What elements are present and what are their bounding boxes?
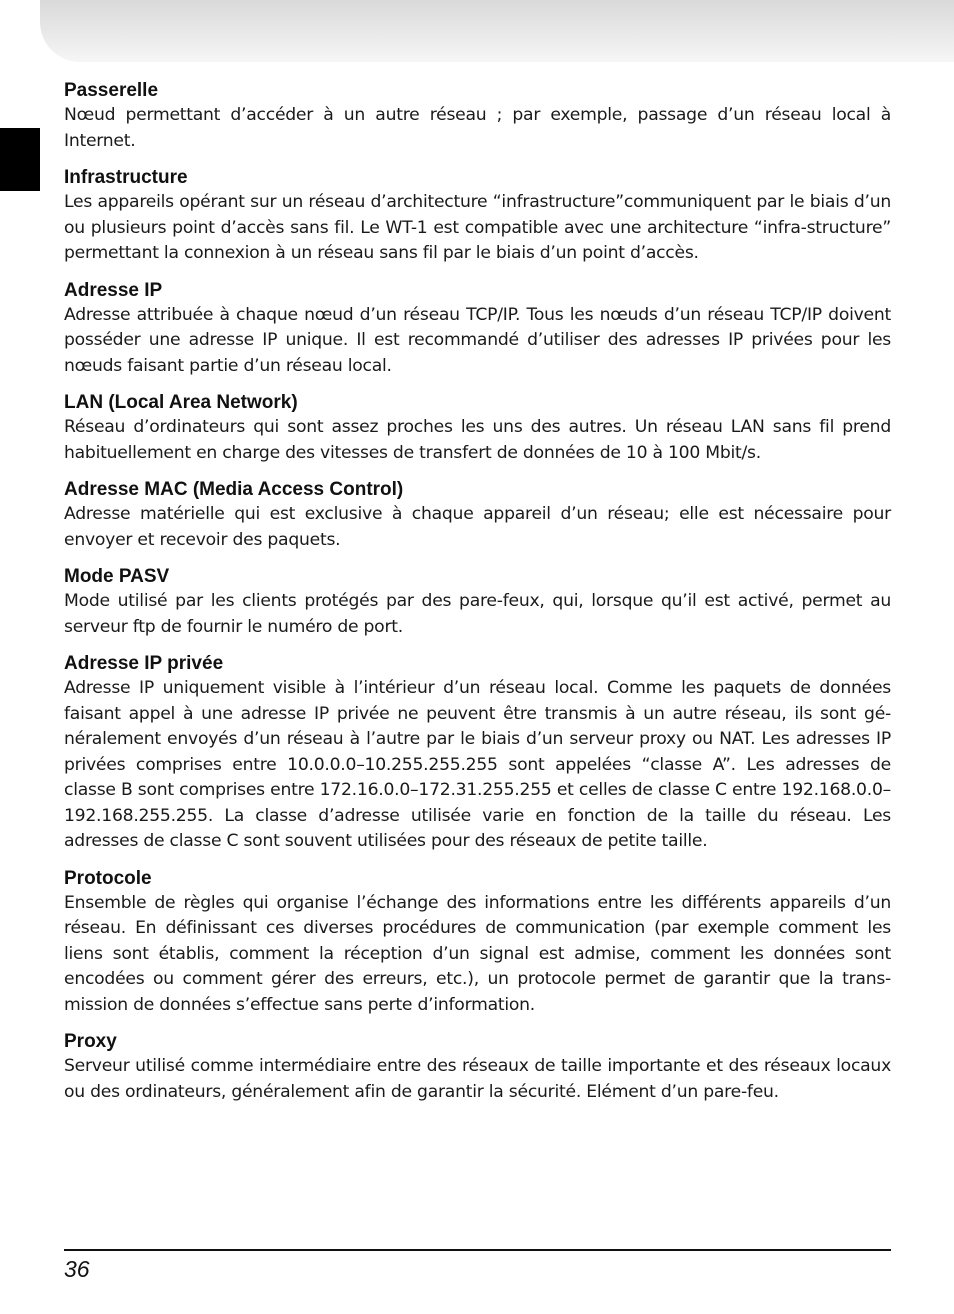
glossary-entry xyxy=(64,390,891,466)
header-band xyxy=(40,0,954,62)
glossary-term: Proxy xyxy=(64,1031,117,1052)
glossary-content xyxy=(64,78,891,1116)
glossary-term: Adresse MAC (Media Access Control) xyxy=(64,479,404,500)
glossary-entry xyxy=(64,78,891,154)
glossary-term: Infrastructure xyxy=(64,167,188,188)
glossary-entry xyxy=(64,1029,891,1105)
section-tab-marker xyxy=(0,128,40,191)
page-number: 36 xyxy=(64,1256,90,1282)
glossary-term: Mode PASV xyxy=(64,566,170,587)
glossary-definition: Adresse attribuée à chaque nœud d’un réseau TCP/IP. Tous les nœuds d’un réseau TCP/IP doivent posséder une adresse IP unique. Il est recommandé d’utiliser des adresses IP privées pour les nœuds faisant partie d’un réseau local. xyxy=(64,304,891,376)
glossary-definition: Les appareils opérant sur un réseau d’architecture “infrastructure”communiquent par le biais d’un ou plusieurs point d’accès sans fil. Le WT-1 est compatible avec une architecture “infra-structure” permettant la connexion à un réseau sans fil par le biais d’un point d’accès. xyxy=(64,192,891,263)
glossary-definition: Ensemble de règles qui organise l’échange des informations entre les différents appareils d’un réseau. En définissant ces diverses procédures de communication (par exemple comment les liens sont établis, comment la réception d’un signal est admise, comment les données sont encodées ou comment gérer des erreurs, etc.), un protocole permet de garantir que la trans-mission de données s’effectue sans perte d’information. xyxy=(64,892,891,1015)
glossary-entry xyxy=(64,564,891,640)
glossary-term: Passerelle xyxy=(64,80,159,101)
glossary-term: Adresse IP xyxy=(64,279,163,301)
glossary-definition: Adresse IP uniquement visible à l’intérieur d’un réseau local. Comme les paquets de données faisant appel à une adresse IP privée ne peuvent être transmis à un autre réseau, ils sont gé-néralement envoyés d’un réseau à l’autre par le biais d’un serveur proxy ou NAT. Les adresses IP privées comprises entre 10.0.0.0–10.255.255.255 sont appelées “classe A”. Les adresses de classe B sont comprises entre 172.16.0.0–172.31.255.255 et celles de classe C entre 192.168.0.0–192.168.255.255. La classe d’adresse utilisée varie en fonction de la taille du réseau. Les adresses de classe C sont souvent utilisées pour des réseaux de petite taille. xyxy=(64,678,891,851)
glossary-entry xyxy=(64,165,891,267)
glossary-definition: Mode utilisé par les clients protégés par des pare-feux, qui, lorsque qu’il est activé, permet au serveur ftp de fournir le numéro de port. xyxy=(64,591,891,637)
glossary-term: Protocole xyxy=(64,867,152,889)
glossary-term: LAN (Local Area Network) xyxy=(64,392,298,413)
glossary-entry xyxy=(64,477,891,553)
glossary-definition: Adresse matérielle qui est exclusive à chaque appareil d’un réseau; elle est nécessaire pour envoyer et recevoir des paquets. xyxy=(64,504,891,550)
glossary-definition: Nœud permettant d’accéder à un autre réseau ; par exemple, passage d’un réseau local à Internet. xyxy=(64,105,891,151)
glossary-entry xyxy=(64,651,891,855)
glossary-term: Adresse IP privée xyxy=(64,653,224,674)
glossary-entry xyxy=(64,278,891,380)
glossary-definition: Serveur utilisé comme intermédiaire entre des réseaux de taille importante et des réseaux locaux ou des ordinateurs, généralement afin de garantir la sécurité. Elément d’un pare-feu. xyxy=(64,1056,891,1102)
footer-rule xyxy=(64,1249,891,1251)
glossary-entry xyxy=(64,866,891,1019)
glossary-definition: Réseau d’ordinateurs qui sont assez proches les uns des autres. Un réseau LAN sans fil prend habituellement en charge des vitesses de transfert de données de 10 à 100 Mbit/s. xyxy=(64,417,891,463)
